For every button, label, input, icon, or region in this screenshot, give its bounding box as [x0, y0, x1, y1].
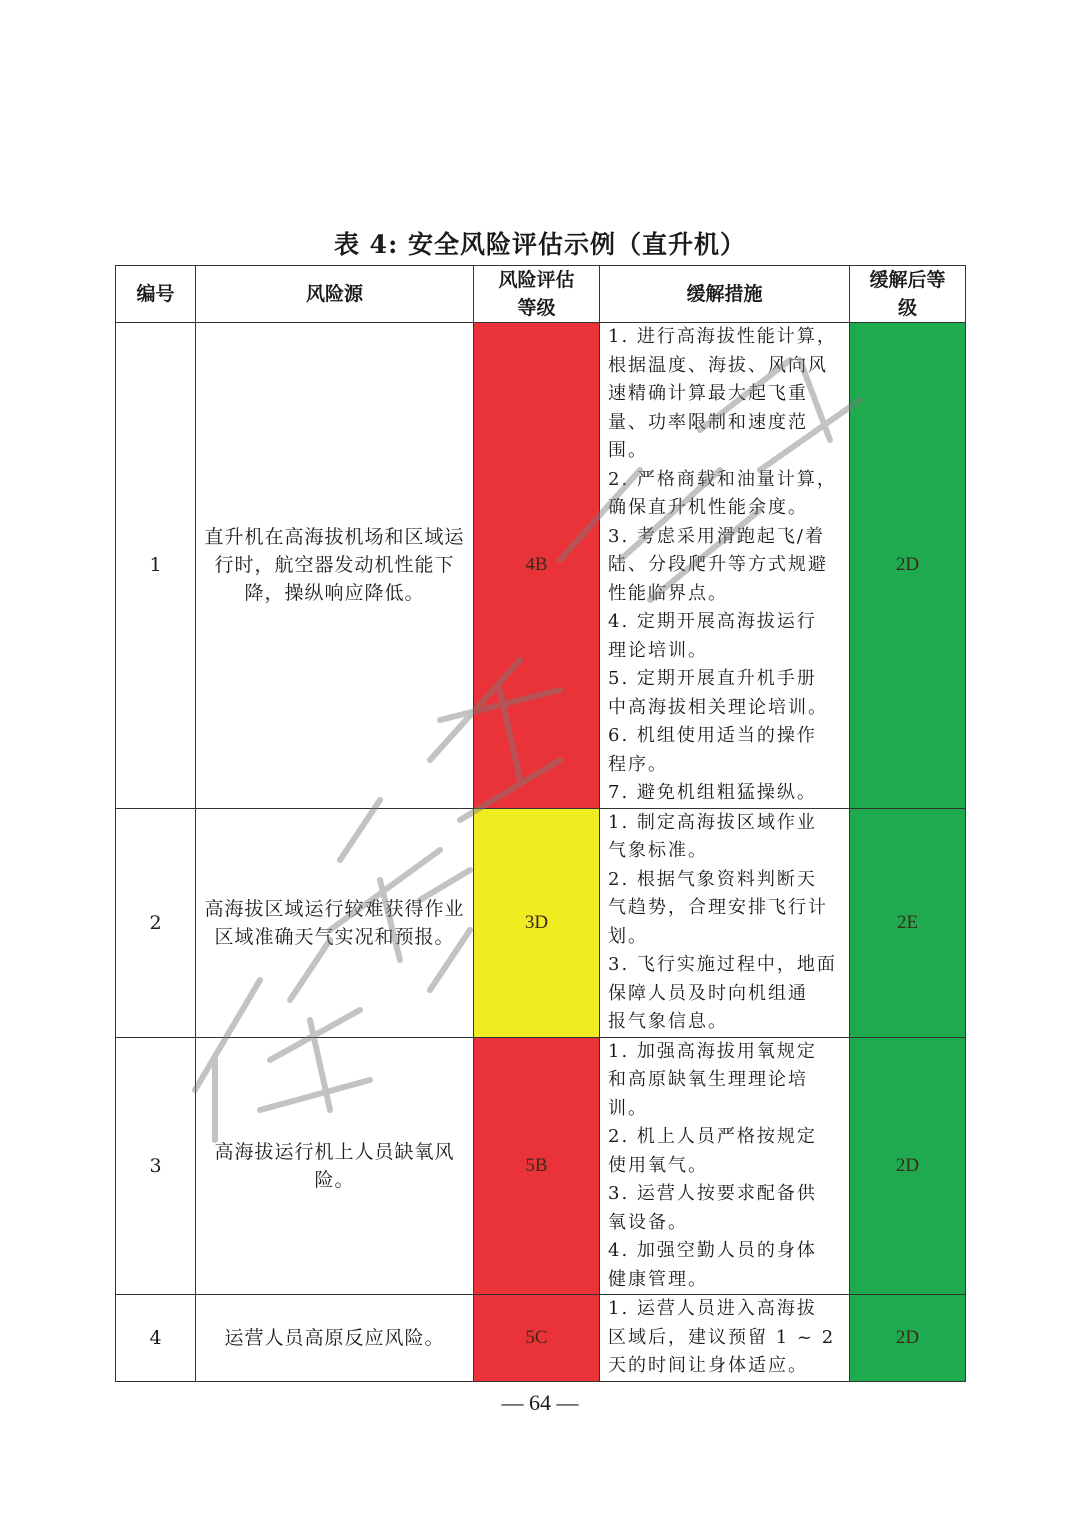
- mitigation-line: 4. 定期开展高海拔运行: [608, 611, 817, 632]
- mitigation-line: 1. 加强高海拔用氧规定: [608, 1040, 817, 1062]
- risk-source: 高海拔运行机上人员缺氧风险。: [196, 1037, 474, 1295]
- mitigation-line: 保障人员及时向机组通: [608, 982, 808, 1004]
- mitigation-measures: [600, 1295, 850, 1382]
- mitigation-line: 7. 避免机组粗猛操纵。: [608, 782, 817, 803]
- residual-level: 2D: [850, 323, 966, 809]
- mitigation-line: 量、功率限制和速度范: [608, 411, 808, 433]
- risk-assessment-table: [115, 265, 966, 1382]
- mitigation-line: 氧设备。: [608, 1211, 688, 1233]
- mitigation-line: 3. 飞行实施过程中，地面: [608, 954, 837, 975]
- mitigation-line: 2. 机上人员严格按规定: [608, 1126, 817, 1147]
- mitigation-line: 1. 运营人员进入高海拔: [608, 1298, 817, 1319]
- row-number: 2: [116, 808, 196, 1037]
- mitigation-line: 1. 制定高海拔区域作业: [608, 811, 817, 833]
- mitigation-line: 报气象信息。: [608, 1011, 728, 1032]
- mitigation-line: 使用氧气。: [608, 1154, 708, 1176]
- mitigation-line: 围。: [608, 440, 648, 461]
- mitigation-line: 3. 考虑采用滑跑起飞/着: [608, 525, 825, 547]
- row-number: 3: [116, 1037, 196, 1295]
- table-row: [116, 808, 966, 1037]
- mitigation-line: 5. 定期开展直升机手册: [608, 668, 817, 689]
- risk-source: 运营人员高原反应风险。: [196, 1295, 474, 1382]
- mitigation-line: 划。: [608, 925, 648, 947]
- header-level-line1: 风险评估: [498, 269, 575, 291]
- risk-source: 直升机在高海拔机场和区域运行时，航空器发动机性能下降，操纵响应降低。: [196, 323, 474, 809]
- mitigation-line: 2. 根据气象资料判断天: [608, 868, 817, 890]
- header-level: [474, 266, 600, 323]
- mitigation-line: 性能临界点。: [608, 582, 728, 604]
- mitigation-line: 训。: [608, 1097, 648, 1119]
- table-row: [116, 323, 966, 809]
- table-row: [116, 1037, 966, 1295]
- mitigation-line: 确保直升机性能余度。: [608, 497, 808, 518]
- row-number: 4: [116, 1295, 196, 1382]
- risk-level: 3D: [474, 808, 600, 1037]
- mitigation-line: 天的时间让身体适应。: [608, 1355, 808, 1376]
- header-mitigation: 缓解措施: [600, 266, 850, 323]
- header-no: 编号: [116, 266, 196, 323]
- mitigation-line: 4. 加强空勤人员的身体: [608, 1240, 817, 1261]
- table-row: [116, 1295, 966, 1382]
- mitigation-line: 1. 进行高海拔性能计算，: [608, 326, 837, 347]
- row-number: 1: [116, 323, 196, 809]
- mitigation-line: 气趋势，合理安排飞行计: [608, 897, 828, 918]
- mitigation-line: 根据温度、海拔、风向风: [608, 354, 828, 376]
- mitigation-measures: [600, 808, 850, 1037]
- mitigation-line: 和高原缺氧生理理论培: [608, 1069, 808, 1090]
- mitigation-line: 速精确计算最大起飞重: [608, 383, 808, 404]
- header-residual-line2: 级: [897, 297, 917, 319]
- risk-source: 高海拔区域运行较难获得作业区域准确天气实况和预报。: [196, 808, 474, 1037]
- residual-level: 2D: [850, 1037, 966, 1295]
- mitigation-line: 6. 机组使用适当的操作: [608, 725, 817, 746]
- residual-level: 2E: [850, 808, 966, 1037]
- risk-level: 5C: [474, 1295, 600, 1382]
- header-source: 风险源: [196, 266, 474, 323]
- mitigation-measures: [600, 323, 850, 809]
- mitigation-line: 健康管理。: [608, 1268, 708, 1290]
- residual-level: 2D: [850, 1295, 966, 1382]
- page-number: — 64 —: [501, 1390, 579, 1415]
- risk-level: 4B: [474, 323, 600, 809]
- header-residual: [850, 266, 966, 323]
- mitigation-line: 中高海拔相关理论培训。: [608, 696, 828, 718]
- risk-level: 5B: [474, 1037, 600, 1295]
- mitigation-line: 理论培训。: [608, 639, 708, 661]
- table-header-row: [116, 266, 966, 323]
- mitigation-line: 程序。: [608, 753, 668, 775]
- mitigation-line: 陆、分段爬升等方式规避: [608, 554, 828, 575]
- mitigation-line: 气象标准。: [608, 840, 708, 861]
- mitigation-line: 区域后，建议预留 1 ~ 2: [608, 1326, 836, 1348]
- header-residual-line1: 缓解后等: [869, 269, 946, 291]
- mitigation-measures: [600, 1037, 850, 1295]
- header-level-line2: 等级: [517, 297, 556, 319]
- mitigation-line: 3. 运营人按要求配备供: [608, 1183, 817, 1204]
- mitigation-line: 2. 严格商载和油量计算，: [608, 468, 837, 490]
- page-title: 表 4: 安全风险评估示例（直升机）: [333, 230, 747, 259]
